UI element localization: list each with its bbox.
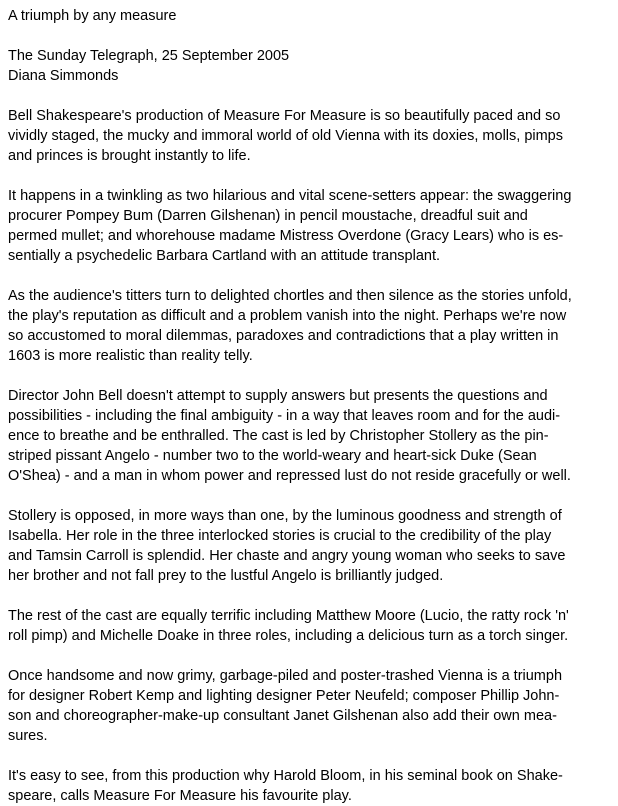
paragraph-line: roll pimp) and Michelle Doake in three roles, including a delicious turn as a torch singer. (8, 628, 569, 644)
paragraph-line: ence to breathe and be enthralled. The cast is led by Christopher Stollery as the pin- (8, 428, 549, 444)
spacer (8, 26, 610, 46)
paragraph-line: Bell Shakespeare's production of Measure For Measure is so beautifully paced and so (8, 108, 561, 124)
spacer (8, 646, 610, 666)
paragraph-line: 1603 is more realistic than reality telly. (8, 348, 253, 364)
paragraph-line: Stollery is opposed, in more ways than one, by the luminous goodness and strength of (8, 508, 562, 524)
paragraph-line: vividly staged, the mucky and immoral world of old Vienna with its doxies, molls, pimps (8, 128, 563, 144)
paragraph-line: Once handsome and now grimy, garbage-piled and poster-trashed Vienna is a triumph (8, 668, 563, 684)
paragraph-6 (8, 606, 610, 646)
paragraph-line: Isabella. Her role in the three interlocked stories is crucial to the credibility of the play (8, 528, 552, 544)
paragraph-line: It's easy to see, from this production why Harold Bloom, in his seminal book on Shake- (8, 768, 563, 784)
paragraph-line: The rest of the cast are equally terrific including Matthew Moore (Lucio, the ratty rock 'n' (8, 608, 569, 624)
paragraph-line: It happens in a twinkling as two hilarious and vital scene-setters appear: the swaggering (8, 188, 572, 204)
paragraph-line: possibilities - including the final ambiguity - in a way that leaves room and for the audi- (8, 408, 561, 424)
spacer (8, 586, 610, 606)
paragraph-line: sures. (8, 728, 48, 744)
paragraph-line: the play's reputation as difficult and a problem vanish into the night. Perhaps we're now (8, 308, 567, 324)
spacer (8, 166, 610, 186)
spacer (8, 486, 610, 506)
paragraph-line: speare, calls Measure For Measure his favourite play. (8, 788, 352, 804)
article-header (8, 6, 610, 106)
article-body (8, 106, 610, 806)
paragraph-line: and princes is brought instantly to life. (8, 148, 251, 164)
paragraph-2 (8, 186, 610, 266)
paragraph-line: sentially a psychedelic Barbara Cartland with an attitude transplant. (8, 248, 441, 264)
paragraph-line: procurer Pompey Bum (Darren Gilshenan) in pencil moustache, dreadful suit and (8, 208, 528, 224)
paragraph-7 (8, 666, 610, 746)
paragraph-line: O'Shea) - and a man in whom power and repressed lust do not reside gracefully or well. (8, 468, 571, 484)
paragraph-line: so accustomed to moral dilemmas, paradoxes and contradictions that a play written in (8, 328, 559, 344)
paragraph-3 (8, 286, 610, 366)
article-author: Diana Simmonds (8, 68, 119, 84)
article-source: The Sunday Telegraph, 25 September 2005 (8, 48, 290, 64)
paragraph-line: son and choreographer-make-up consultant Janet Gilshenan also add their own mea- (8, 708, 557, 724)
paragraph-8 (8, 766, 610, 806)
article-title: A triumph by any measure (8, 8, 177, 24)
paragraph-4 (8, 386, 610, 486)
paragraph-line: and Tamsin Carroll is splendid. Her chaste and angry young woman who seeks to save (8, 548, 566, 564)
paragraph-line: permed mullet; and whorehouse madame Mistress Overdone (Gracy Lears) who is es- (8, 228, 564, 244)
paragraph-5 (8, 506, 610, 586)
paragraph-line: for designer Robert Kemp and lighting designer Peter Neufeld; composer Phillip John- (8, 688, 560, 704)
paragraph-line: Director John Bell doesn't attempt to supply answers but presents the questions and (8, 388, 548, 404)
paragraph-1 (8, 106, 610, 166)
paragraph-line: striped pissant Angelo - number two to the world-weary and heart-sick Duke (Sean (8, 448, 537, 464)
spacer (8, 86, 610, 106)
paragraph-line: her brother and not fall prey to the lustful Angelo is brilliantly judged. (8, 568, 444, 584)
paragraph-line: As the audience's titters turn to delighted chortles and then silence as the stories unfold, (8, 288, 572, 304)
spacer (8, 746, 610, 766)
spacer (8, 366, 610, 386)
spacer (8, 266, 610, 286)
